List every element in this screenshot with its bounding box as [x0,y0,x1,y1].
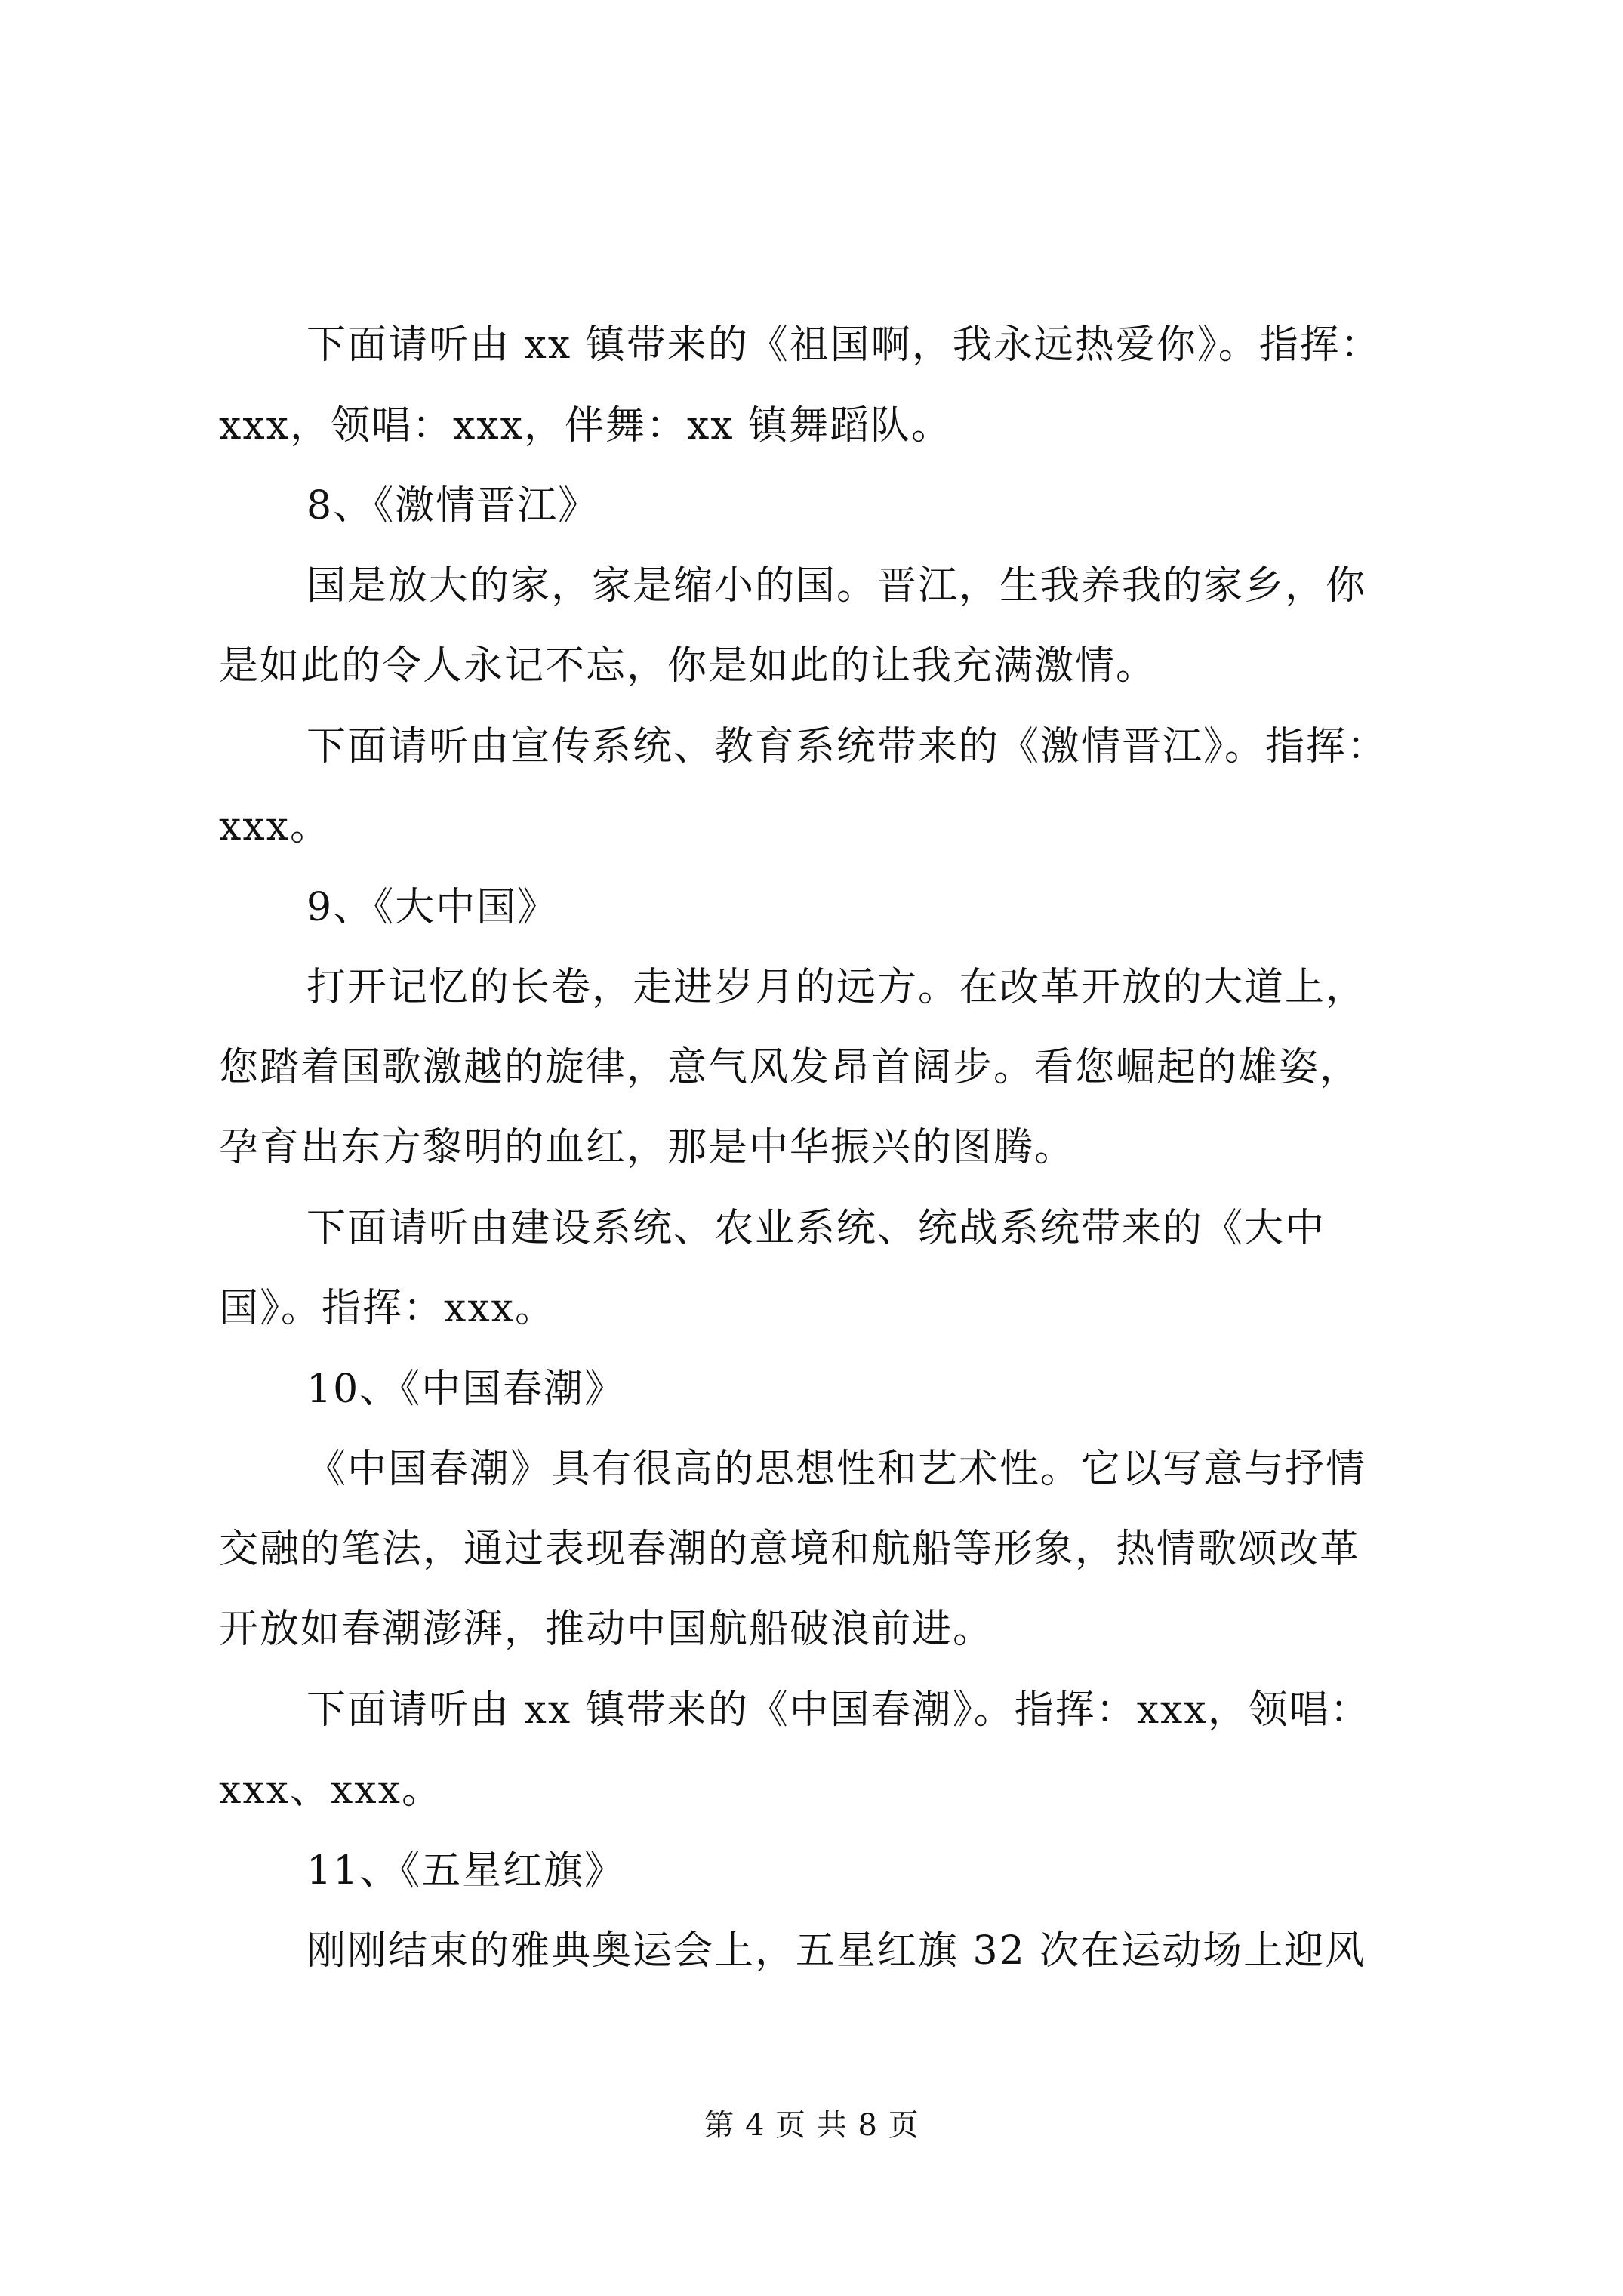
paragraph-line: 下面请听由 xx 镇带来的《祖国啊，我永远热爱你》。指挥： [306,322,1381,368]
paragraph-line: 开放如春潮澎湃，推动中国航船破浪前进。 [219,1607,994,1652]
section-heading-10: 10、《中国春潮》 [306,1367,626,1412]
paragraph-line: 交融的笔法，通过表现春潮的意境和航船等形象，热情歌颂改革 [219,1527,1361,1572]
paragraph-line: 国》。指挥：xxx。 [219,1286,556,1331]
paragraph-line: xxx。 [219,804,331,849]
paragraph-line: 下面请听由宣传系统、教育系统带来的《激情晋江》。指挥： [306,724,1388,769]
paragraph-line: 下面请听由建设系统、农业系统、统战系统带来的《大中 [306,1206,1326,1251]
paragraph-line: 下面请听由 xx 镇带来的《中国春潮》。指挥：xxx，领唱： [306,1687,1371,1733]
section-heading-8: 8、《激情晋江》 [306,483,599,529]
paragraph-line: 您踏着国歌激越的旋律，意气风发昂首阔步。看您崛起的雄姿， [219,1045,1361,1090]
paragraph-line: 《中国春潮》具有很高的思想性和艺术性。它以写意与抒情 [306,1447,1367,1492]
paragraph-line: xxx，领唱：xxx，伴舞：xx 镇舞蹈队。 [219,403,953,448]
paragraph-line: xxx、xxx。 [219,1767,442,1813]
paragraph-line: 孕育出东方黎明的血红，那是中华振兴的图腾。 [219,1125,1076,1170]
paragraph-line: 打开记忆的长卷，走进岁月的远方。在改革开放的大道上， [306,965,1367,1010]
paragraph-line: 是如此的令人永记不忘，你是如此的让我充满激情。 [219,643,1157,689]
section-heading-11: 11、《五星红旗》 [306,1848,626,1894]
paragraph-line: 国是放大的家，家是缩小的国。晋江，生我养我的家乡，你 [306,563,1367,609]
section-heading-9: 9、《大中国》 [306,885,559,930]
paragraph-line: 刚刚结束的雅典奥运会上，五星红旗 32 次在运动场上迎风 [306,1928,1366,1974]
page-number-footer: 第 4 页 共 8 页 [704,2108,919,2143]
